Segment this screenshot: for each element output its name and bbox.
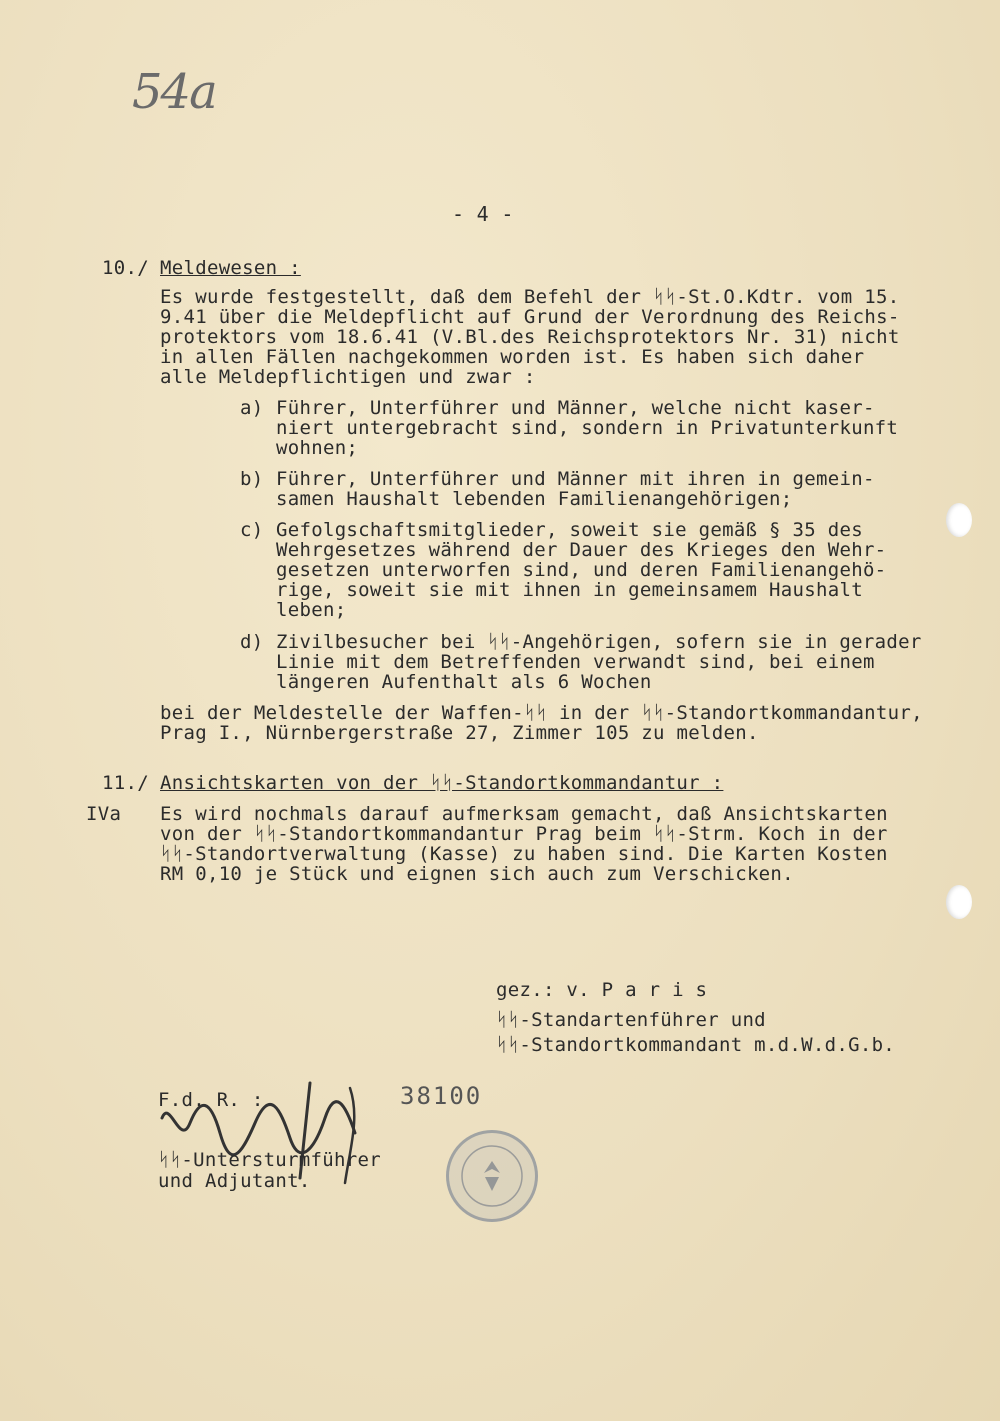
s10-intro-line-3: protektors vom 18.6.41 (V.Bl.des Reichsprotektors Nr. 31) nicht [160, 326, 900, 348]
eagle-emblem-icon [449, 1133, 535, 1219]
section-11-title: Ansichtskarten von der ᛋᛋ-Standortkommandantur : [160, 772, 724, 794]
fdr-label: F.d. R. : [158, 1089, 264, 1111]
item-b-line-2: samen Haushalt lebenden Familienangehörigen; [276, 488, 793, 510]
signoff-line-3: ᛋᛋ-Standortkommandant m.d.W.d.G.b. [496, 1034, 896, 1056]
s11-line-3: ᛋᛋ-Standortverwaltung (Kasse) zu haben sind. Die Karten Kosten [160, 843, 888, 865]
section-10-number: 10./ [102, 257, 149, 279]
s10-intro-line-4: in allen Fällen nachgekommen worden ist. Es haben sich daher [160, 346, 865, 368]
s10-intro-line-1: Es wurde festgestellt, daß dem Befehl der ᛋᛋ-St.O.Kdtr. vom 15. [160, 286, 900, 308]
handwritten-folio-note: 54a [132, 64, 216, 120]
item-d-line-2: Linie mit dem Betreffenden verwandt sind, bei einem [276, 651, 875, 673]
item-a-line-1: Führer, Unterführer und Männer, welche nicht kaser- [276, 397, 875, 419]
item-a-line-2: niert untergebracht sind, sondern in Privatunterkunft [276, 417, 899, 439]
item-c-label: c) [240, 519, 264, 541]
page-number: - 4 - [452, 202, 514, 226]
item-b-label: b) [240, 468, 264, 490]
item-b-line-1: Führer, Unterführer und Männer mit ihren in gemein- [276, 468, 875, 490]
item-a-line-3: wohnen; [276, 437, 359, 459]
s10-intro-line-2: 9.41 über die Meldepflicht auf Grund der Verordnung des Reichs- [160, 306, 900, 328]
cert-line-1: ᛋᛋ-Untersturmführer [158, 1149, 381, 1171]
section-11-margin-note: IVa [86, 803, 122, 825]
punch-hole-bottom [946, 885, 972, 919]
item-c-line-1: Gefolgschaftsmitglieder, soweit sie gemäß § 35 des [276, 519, 863, 541]
round-seal-stamp [446, 1130, 538, 1222]
section-10-title: Meldewesen : [160, 257, 301, 279]
item-d-line-3: längeren Aufenthalt als 6 Wochen [276, 671, 652, 693]
signoff-line-2: ᛋᛋ-Standartenführer und [496, 1009, 766, 1031]
signoff-line-1: gez.: v. P a r i s [496, 979, 708, 1001]
item-a-label: a) [240, 397, 264, 419]
section-11-number: 11./ [102, 772, 149, 794]
item-d-line-1: Zivilbesucher bei ᛋᛋ-Angehörigen, sofern sie in gerader [276, 631, 922, 653]
item-c-line-5: leben; [276, 599, 347, 621]
s11-line-1: Es wird nochmals darauf aufmerksam gemacht, daß Ansichtskarten [160, 803, 888, 825]
s10-intro-line-5: alle Meldepflichtigen und zwar : [160, 366, 536, 388]
s11-line-2: von der ᛋᛋ-Standortkommandantur Prag beim ᛋᛋ-Strm. Koch in der [160, 823, 888, 845]
item-c-line-2: Wehrgesetzes während der Dauer des Krieges den Wehr- [276, 539, 887, 561]
item-d-label: d) [240, 631, 264, 653]
item-c-line-4: rige, soweit sie mit ihnen in gemeinsamem Haushalt [276, 579, 863, 601]
s11-line-4: RM 0,10 je Stück und eignen sich auch zum Verschicken. [160, 863, 794, 885]
punch-hole-top [946, 503, 972, 537]
stamp-number: 38100 [400, 1082, 483, 1110]
cert-line-2: und Adjutant. [158, 1170, 311, 1192]
s10-closing-line-1: bei der Meldestelle der Waffen-ᛋᛋ in der ᛋᛋ-Standortkommandantur, [160, 702, 923, 724]
item-c-line-3: gesetzen unterworfen sind, und deren Familienangehö- [276, 559, 887, 581]
s10-closing-line-2: Prag I., Nürnbergerstraße 27, Zimmer 105 zu melden. [160, 722, 759, 744]
